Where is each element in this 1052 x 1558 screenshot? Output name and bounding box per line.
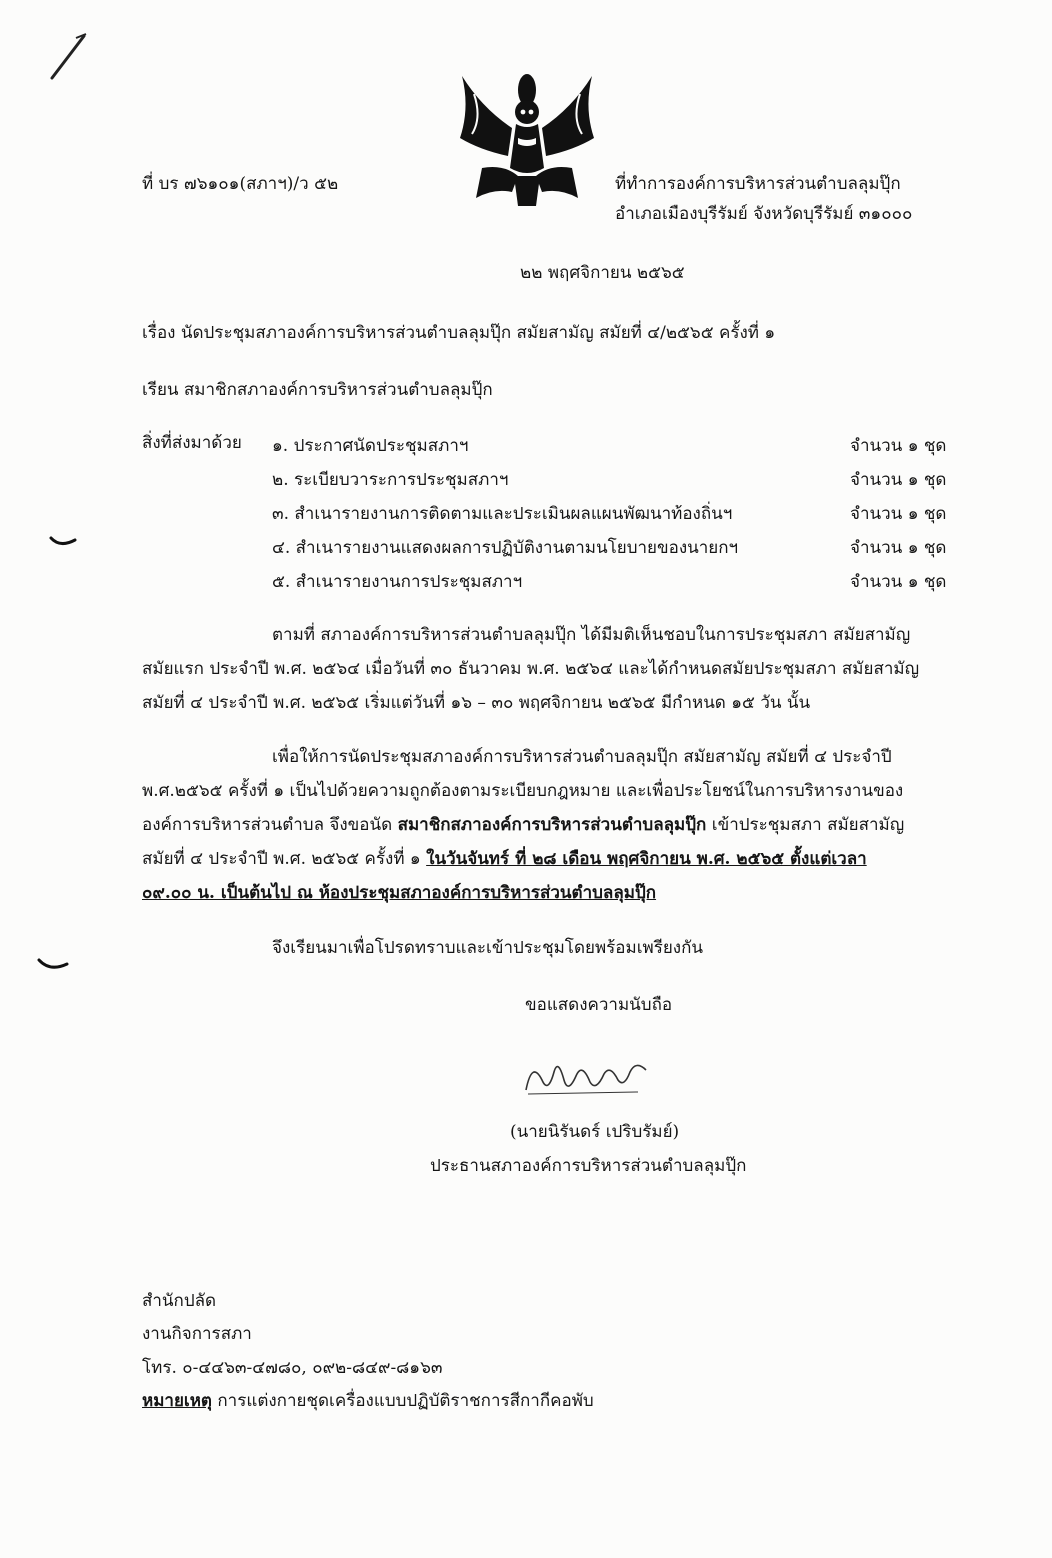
attachment-qty: จำนวน ๑ ชุด — [850, 538, 947, 558]
paragraph2-line2: พ.ศ.๒๕๖๕ ครั้งที่ ๑ เป็นไปด้วยความถูกต้องตามระเบียบกฎหมาย และเพื่อประโยชน์ในการบริหารงานของ — [142, 781, 904, 801]
meeting-datetime: ในวันจันทร์ ที่ ๒๘ เดือน พฤศจิกายน พ.ศ. ๒๕๖๕ ตั้งแต่เวลา — [426, 849, 867, 869]
attachment-text: ๕. สำเนารายงานการประชุมสภาฯ — [272, 572, 523, 592]
attachment-qty: จำนวน ๑ ชุด — [850, 572, 947, 592]
paragraph1-line2: สมัยแรก ประจำปี พ.ศ. ๒๕๖๔ เมื่อวันที่ ๓๐ ธันวาคม พ.ศ. ๒๕๖๔ และได้กำหนดสมัยประชุมสภา สมัยสามัญ — [142, 659, 920, 679]
attachment-qty: จำนวน ๑ ชุด — [850, 436, 947, 456]
note-text: การแต่งกายชุดเครื่องแบบปฏิบัติราชการสีกากีคอพับ — [211, 1391, 594, 1411]
pen-stroke-icon — [40, 28, 90, 84]
document-date: ๒๒ พฤศจิกายน ๒๕๖๕ — [520, 263, 685, 283]
attachment-item — [0, 466, 1052, 490]
paragraph2-line1: เพื่อให้การนัดประชุมสภาองค์การบริหารส่วนตำบลลุมปุ๊ก สมัยสามัญ สมัยที่ ๔ ประจำปี — [272, 747, 892, 767]
footer-division: งานกิจการสภา — [142, 1324, 252, 1344]
recipient-line: เรียน สมาชิกสภาองค์การบริหารส่วนตำบลลุมปุ๊ก — [142, 380, 493, 400]
document-number: ที่ บร ๗๖๑๐๑(สภาฯ)/ว ๕๒ — [142, 174, 339, 194]
office-address-line2: อำเภอเมืองบุรีรัมย์ จังหวัดบุรีรัมย์ ๓๑๐๐๐ — [615, 204, 913, 224]
paragraph2-line4-text: สมัยที่ ๔ ประจำปี พ.ศ. ๒๕๖๕ ครั้งที่ ๑ — [142, 849, 427, 869]
signatory-name: (นายนิรันดร์ เปริบรัมย์) — [510, 1122, 680, 1142]
paragraph1-line1: ตามที่ สภาองค์การบริหารส่วนตำบลลุมปุ๊ก ได้มีมติเห็นชอบในการประชุมสภา สมัยสามัญ — [272, 625, 911, 645]
attachment-qty: จำนวน ๑ ชุด — [850, 470, 947, 490]
note-label: หมายเหตุ — [142, 1391, 212, 1411]
check-mark-icon — [48, 534, 78, 550]
footer-office: สำนักปลัด — [142, 1291, 217, 1311]
attachment-qty: จำนวน ๑ ชุด — [850, 504, 947, 524]
attachment-item — [0, 568, 1052, 592]
paragraph2-line3 — [142, 814, 904, 836]
paragraph2-line3-tail: เข้าประชุมสภา สมัยสามัญ — [706, 815, 905, 835]
paragraph2-line3-text: องค์การบริหารส่วนตำบล จึงขอนัด — [142, 815, 398, 835]
regards-line: ขอแสดงความนับถือ — [525, 995, 673, 1015]
attachment-item — [0, 432, 1052, 456]
paragraph2-line4 — [142, 848, 867, 870]
closing-line: จึงเรียนมาเพื่อโปรดทราบและเข้าประชุมโดยพร้อมเพรียงกัน — [272, 938, 704, 958]
paragraph1-line3: สมัยที่ ๔ ประจำปี พ.ศ. ๒๕๖๕ เริ่มแต่วันที่ ๑๖ – ๓๐ พฤศจิกายน ๒๕๖๕ มีกำหนด ๑๕ วัน นั้น — [142, 693, 811, 713]
attachment-text: ๒. ระเบียบวาระการประชุมสภาฯ — [272, 470, 509, 490]
attachments-label: สิ่งที่ส่งมาด้วย — [142, 433, 242, 453]
attachment-item — [0, 534, 1052, 558]
footer-note — [142, 1390, 594, 1412]
check-mark-icon — [36, 956, 70, 974]
footer-phone: โทร. ๐-๔๔๖๓-๔๗๘๐, ๐๙๒-๘๔๙-๘๑๖๓ — [142, 1358, 443, 1378]
paragraph2-line3-bold: สมาชิกสภาองค์การบริหารส่วนตำบลลุมปุ๊ก — [397, 815, 707, 835]
office-address-line1: ที่ทำการองค์การบริหารส่วนตำบลลุมปุ๊ก — [615, 174, 901, 194]
attachment-text: ๑. ประกาศนัดประชุมสภาฯ — [272, 436, 469, 456]
signatory-position: ประธานสภาองค์การบริหารส่วนตำบลลุมปุ๊ก — [430, 1156, 747, 1176]
attachment-text: ๔. สำเนารายงานแสดงผลการปฏิบัติงานตามนโยบายของนายกฯ — [272, 538, 739, 558]
attachment-text: ๓. สำเนารายงานการติดตามและประเมินผลแผนพัฒนาท้องถิ่นฯ — [272, 504, 733, 524]
attachment-item — [0, 500, 1052, 524]
garuda-emblem-icon — [452, 68, 602, 208]
meeting-location: ๐๙.๐๐ น. เป็นต้นไป ณ ห้องประชุมสภาองค์การบริหารส่วนตำบลลุมปุ๊ก — [142, 883, 657, 903]
signature-scribble-icon — [518, 1050, 658, 1100]
subject-line: เรื่อง นัดประชุมสภาองค์การบริหารส่วนตำบลลุมปุ๊ก สมัยสามัญ สมัยที่ ๔/๒๕๖๕ ครั้งที่ ๑ — [142, 323, 776, 343]
